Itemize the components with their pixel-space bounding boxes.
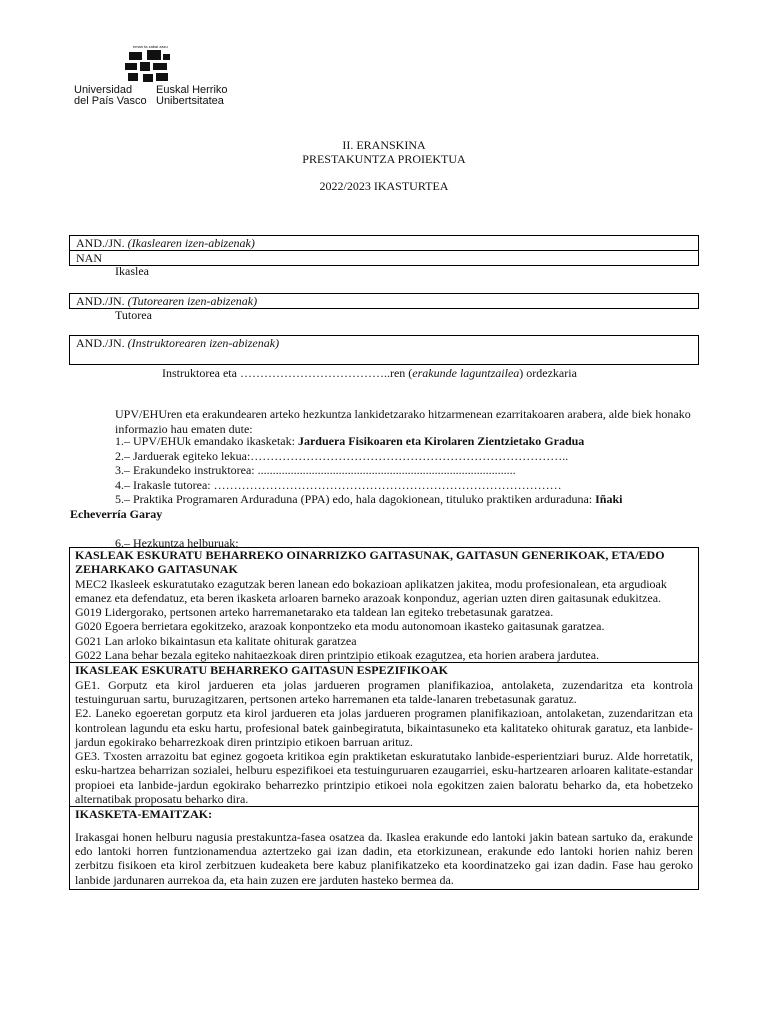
item-program-manager: 5.– Praktika Programaren Arduraduna (PPA) edo, hala dagokionean, tituluko praktiken arduraduna: Iñaki [115,492,623,507]
generic-competences-heading: KASLEAK ESKURATU BEHARREKO OINARRIZKO GAITASUNAK, GAITASUN GENERIKOAK, ETA/EDO ZEHARKAKO GAITASUNAK [75,548,665,577]
academic-year: 2022/2023 IKASTURTEA [319,179,449,193]
student-nan-field: NAN [70,250,698,265]
generic-competences-section [70,548,698,662]
item-objectives: 6.– Hezkuntza helburuak: [115,535,239,550]
specific-competences-section [70,662,698,806]
instructor-caption: Instruktorea eta ………………………………..ren (erakunde laguntzailea) ordezkaria [162,366,577,380]
learning-outcomes-text: Irakasgai honen helburu nagusia prestakuntza-fasea osatzea da. Ikaslea erakunde edo lantoki jakin batean sartuko da, erakunde edo lantoki horren funtzionamendua aztertzeko gai izan dadin, eta etorkizunean, erakunde edo lantoki horien nahiz beren zerbitzu fisikoen eta kirol zerbitzuen kudeaketa bere kabuz planifikatzeko eta koordinatzeko gai izan dadin. Fase hau geroko lanbide jardunaren aurrekoa da, eta hain zuzen ere jarduten hasteko bermea da. [75,829,693,887]
competence-item: G020 Egoera berrietara egokitzeko, arazoak konpontzeko eta modu autonomoan ikasteko gaitasunak garatzea. [75,619,605,634]
item-location: 2.– Jarduerak egiteko lekua:…………………………………………………………………….. [115,448,569,463]
competence-item: GE1. Gorputz eta kirol jardueren eta jolas jardueren programen planifikazioa, antolaketa, zuzendaritza eta kontrola testuinguruan sartu, buruzagitzaren, pertsonen arteko harremanen eta talde-lanaren trebetasunak garatuz. [75,677,693,706]
tutor-caption: Tutorea [115,308,152,322]
logo-spanish-name: Universidad del País Vasco [74,84,147,107]
info-list [70,434,700,550]
item-tutor: 4.– Irakasle tutorea: …………………………………………………………………………… [115,477,562,492]
intro-block [70,407,700,436]
annex-title: II. ERANSKINA [342,138,426,152]
logo-basque-name: Euskal Herriko Unibertsitatea [156,84,228,107]
intro-paragraph: UPV/EHUren eta erakundearen arteko hezkuntza lankidetzarako hitzarmenean ezarritakoaren arabera, alde biek honako informazio hau ematen dute: [115,407,691,436]
student-box [69,235,699,266]
item-program-manager-cont: Echeverría Garay [70,506,163,521]
university-logo [70,44,230,110]
item-studies: 1.– UPV/EHUk emandako ikasketak: Jarduera Fisikoaren eta Kirolaren Zientzietako Gradua [115,434,585,448]
competence-item: GE3. Txosten arrazoitu bat eginez gogoeta kritikoa egin praktiketan eskuratutako lanbide-esperientziari buruz. Alde horretatik, esku-hartzea beharrizan sozialei, helburu espezifikoei eta testuinguruaren ezaugarriei, esku-hartzearen arloaren kalitate-estandar propioei eta lanbide-jardun egokirako beharrezko printzipio etikoei nola egokitzen zaien baloratu beharko da, eta hobetzeko alternatibak proposatu beharko dira. [75,749,693,807]
tutor-name-field: AND./JN. (Tutorearen izen-abizenak) [76,294,258,308]
instructor-name-field: AND./JN. (Instruktorearen izen-abizenak) [76,336,280,350]
tutor-box [69,293,699,309]
student-caption: Ikaslea [115,264,149,278]
specific-competences-heading: IKASLEAK ESKURATU BEHARREKO GAITASUN ESPEZIFIKOAK [75,663,448,678]
competence-item: G019 Lidergorako, pertsonen arteko harremanetarako eta taldean lan egiteko trebetasunak garatzea. [75,605,554,620]
student-name-field: AND./JN. (Ikaslearen izen-abizenak) [76,236,255,250]
learning-outcomes-heading: IKASKETA-EMAITZAK: [75,807,213,822]
competence-item: G022 Lana behar bezala egiteko nahitaezkoak diren printzipio etikoak ezagutzea, eta horien arabera jardutea. [75,648,600,663]
instructor-box [69,335,699,365]
competences-table [69,547,699,890]
project-title: PRESTAKUNTZA PROIEKTUA [302,152,466,166]
competence-item: G021 Lan arloko bikaintasun eta kalitate ohiturak garatzea [75,633,357,648]
logo-emblem-icon [125,50,171,82]
competence-item: MEC2 Ikasleek eskuratutako ezagutzak beren lanean edo bokazioan aplikatzen jakitea, modu profesionalean, eta argudioak emanez eta defendatuz, eta beren ikasketa arloaren barneko arazoak konponduz, agerian uzten diren gaitasunak edukitzea. [75,576,667,605]
logo-motto: eman ta zabal zazu [133,44,168,49]
competence-item: E2. Laneko egoeretan gorputz eta kirol jardueren eta jolas jardueren programen planifikazioan, antolaketan, zuzendaritzan eta kontrolean lagundu eta esku hartu, profesional batek gainbegiratuta, bikaintasuneko eta kalitateko ohiturak garatuz, eta lanbide-jardun egokirako beharrezkoak diren printzipio etikoen barruan arituz. [75,706,693,749]
item-instructor: 3.– Erakundeko instruktorea: ...................................................................................... [115,463,516,478]
learning-outcomes-section [70,806,698,888]
